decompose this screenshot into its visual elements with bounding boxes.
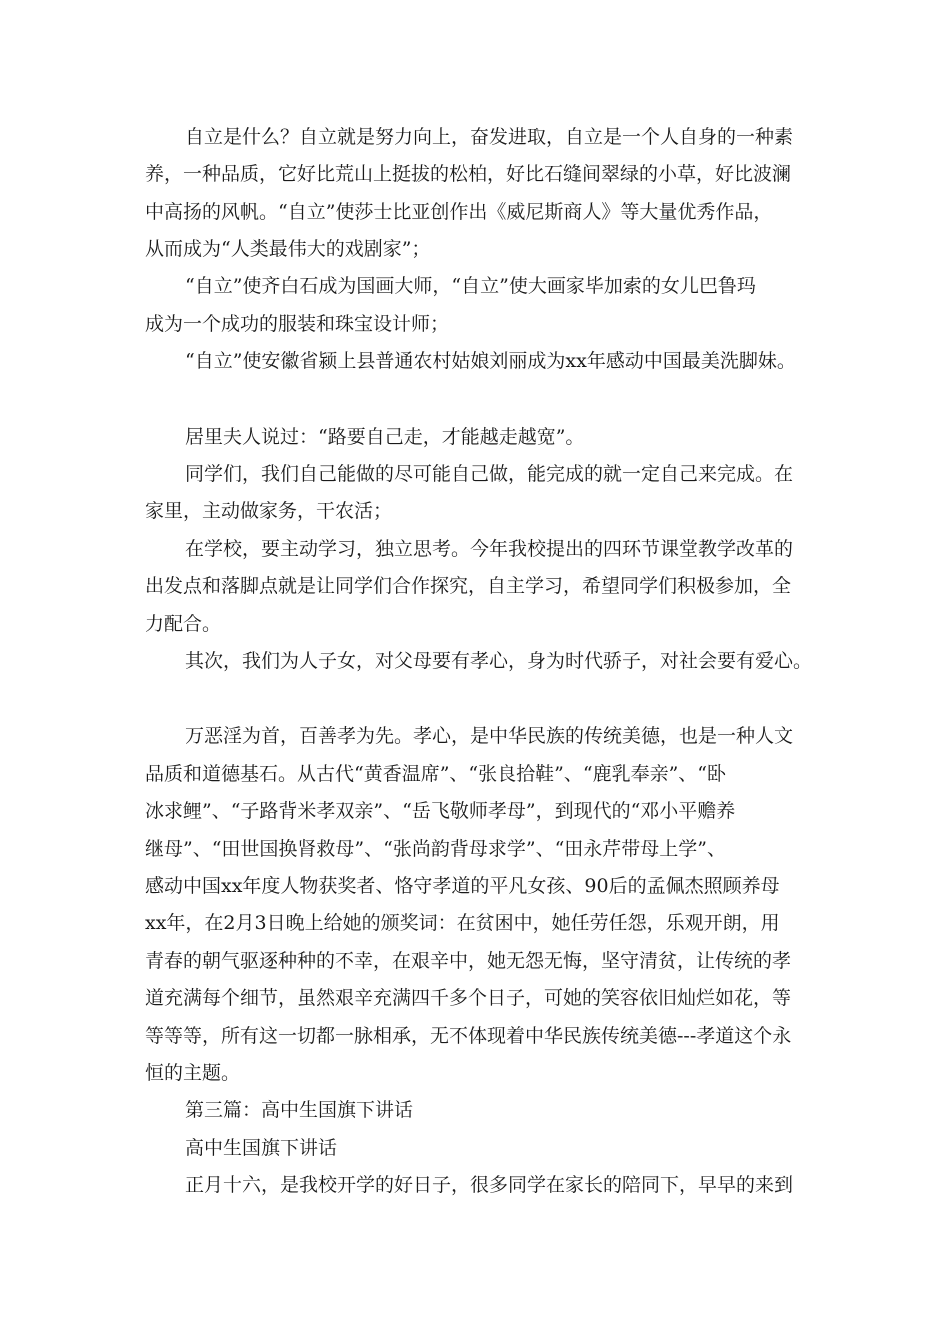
paragraph-line: “自立”使安徽省颍上县普通农村姑娘刘丽成为xx年感动中国最美洗脚妹。 xyxy=(185,350,796,372)
section-heading: 第三篇：高中生国旗下讲话 xyxy=(185,1099,414,1121)
paragraph-line: 同学们，我们自己能做的尽可能自己做，能完成的就一定自己来完成。在 xyxy=(185,463,794,485)
paragraph-line: xx年，在2月3日晚上给她的颁奖词：在贫困中，她任劳任怨，乐观开朗，用 xyxy=(145,912,780,934)
paragraph-line: 正月十六，是我校开学的好日子，很多同学在家长的陪同下，早早的来到 xyxy=(185,1174,794,1196)
paragraph-line: 感动中国xx年度人物获奖者、恪守孝道的平凡女孩、90后的孟佩杰照顾养母 xyxy=(145,875,780,897)
paragraph-line: 家里，主动做家务，干农活； xyxy=(145,500,393,522)
paragraph-line: 道充满每个细节，虽然艰辛充满四千多个日子，可她的笑容依旧灿烂如花，等 xyxy=(145,987,792,1009)
paragraph-line: 继母”、“田世国换肾救母”、“张尚韵背母求学”、“田永芹带母上学”、 xyxy=(145,838,726,860)
paragraph-line: “自立”使齐白石成为国画大师，“自立”使大画家毕加索的女儿巴鲁玛 xyxy=(185,275,756,297)
paragraph-line: 成为一个成功的服装和珠宝设计师； xyxy=(145,313,450,335)
paragraph-line: 青春的朝气驱逐种种的不幸，在艰辛中，她无怨无悔，坚守清贫，让传统的孝 xyxy=(145,950,792,972)
section-title: 高中生国旗下讲话 xyxy=(185,1137,338,1159)
paragraph-line: 品质和道德基石。从古代“黄香温席”、“张良拾鞋”、“鹿乳奉亲”、“卧 xyxy=(145,763,726,785)
paragraph-line: 从而成为“人类最伟大的戏剧家”； xyxy=(145,238,431,260)
paragraph-line: 养，一种品质，它好比荒山上挺拔的松柏，好比石缝间翠绿的小草，好比波澜 xyxy=(145,163,792,185)
paragraph-line: 居里夫人说过：“路要自己走，才能越走越宽”。 xyxy=(185,426,585,448)
paragraph-line: 其次，我们为人子女，对父母要有孝心，身为时代骄子，对社会要有爱心。 xyxy=(185,650,813,672)
paragraph-line: 力配合。 xyxy=(145,613,222,635)
paragraph-line: 在学校，要主动学习，独立思考。今年我校提出的四环节课堂教学改革的 xyxy=(185,538,794,560)
paragraph-line: 恒的主题。 xyxy=(145,1062,241,1084)
paragraph-line: 万恶淫为首，百善孝为先。孝心，是中华民族的传统美德，也是一种人文 xyxy=(185,725,794,747)
paragraph-line: 出发点和落脚点就是让同学们合作探究，自主学习，希望同学们积极参加，全 xyxy=(145,575,792,597)
paragraph-line: 自立是什么？自立就是努力向上，奋发进取，自立是一个人自身的一种素 xyxy=(185,126,794,148)
paragraph-line: 冰求鲤”、“子路背米孝双亲”、“岳飞敬师孝母”，到现代的“邓小平赡养 xyxy=(145,800,736,822)
paragraph-line: 中高扬的风帆。“自立”使莎士比亚创作出《威尼斯商人》等大量优秀作品， xyxy=(145,201,773,223)
paragraph-line: 等等等，所有这一切都一脉相承，无不体现着中华民族传统美德---孝道这个永 xyxy=(145,1025,792,1047)
